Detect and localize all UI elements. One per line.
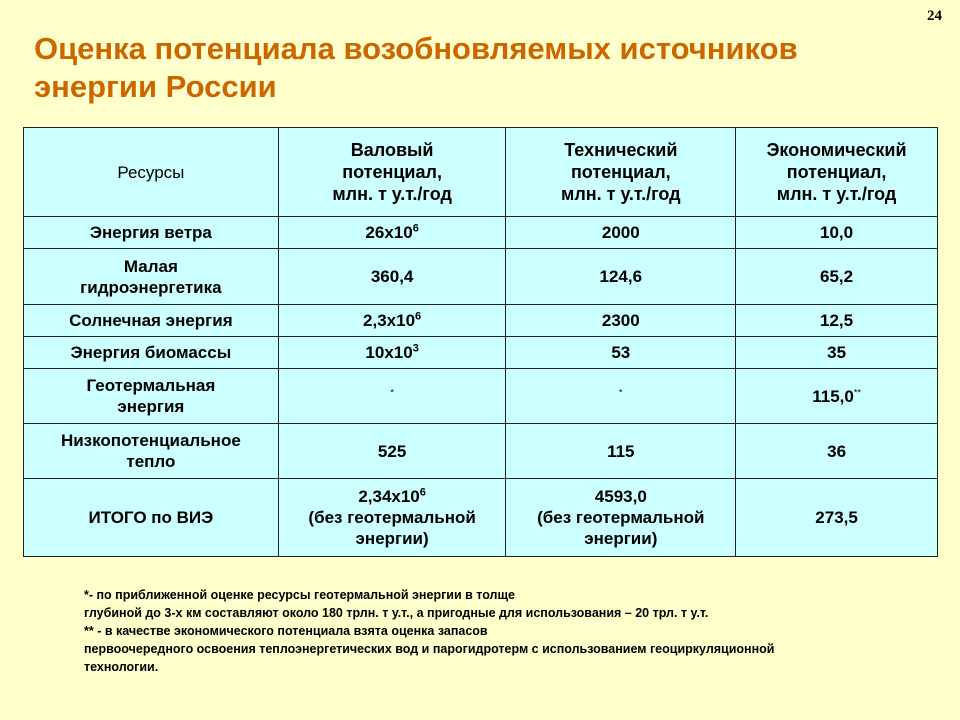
resource-name: [24, 424, 279, 479]
header-economic-line: Экономический: [766, 140, 907, 160]
resource-name-line: Малая: [123, 256, 178, 276]
resource-name: Энергия ветра: [24, 217, 279, 249]
header-technical-line: Технический: [564, 140, 678, 160]
table-header-row: [24, 128, 938, 217]
total-technical-note: (без геотермальной: [537, 508, 705, 527]
slide-title: [34, 30, 914, 106]
title-line-1: Оценка потенциала возобновляемых источников: [34, 31, 798, 66]
total-label: ИТОГО по ВИЭ: [24, 479, 279, 557]
gross-value: 360,4: [278, 249, 506, 305]
economic-value: 65,2: [736, 249, 938, 305]
gross-base: 2,3x10: [363, 311, 416, 330]
header-technical-line: млн. т у.т./год: [561, 184, 681, 204]
header-gross-line: млн. т у.т./год: [332, 184, 452, 204]
footnotes: [84, 586, 944, 676]
technical-value: 115: [506, 424, 736, 479]
footnote-line: технологии.: [84, 660, 159, 674]
footnote-marker: *: [619, 386, 623, 397]
header-gross-line: Валовый: [350, 140, 434, 160]
table-row-solar: [24, 305, 938, 337]
technical-value: 2000: [506, 217, 736, 249]
resource-name: [24, 249, 279, 305]
table-row-small-hydro: [24, 249, 938, 305]
table-row-biomass: [24, 337, 938, 369]
total-gross-value: [278, 479, 506, 557]
gross-base: 2,34x10: [358, 487, 420, 506]
gross-base: 26x10: [365, 223, 413, 242]
total-technical-main: 4593,0: [594, 487, 647, 506]
resources-table: [23, 127, 938, 557]
footnote-marker: *: [390, 386, 394, 397]
resource-name-line: Геотермальная: [86, 376, 216, 395]
total-technical-value: [506, 479, 736, 557]
gross-exponent: 6: [415, 310, 422, 323]
header-economic-potential: [736, 128, 938, 217]
resource-name: [24, 369, 279, 424]
technical-value: [506, 369, 736, 424]
economic-value: 35: [736, 337, 938, 369]
footnote-line: первоочередного освоения теплоэнергетических вод и парогидротерм с использованием геоциркуляционной: [84, 642, 775, 656]
economic-value: 12,5: [736, 305, 938, 337]
header-gross-line: потенциал,: [342, 162, 442, 182]
table-row-wind: [24, 217, 938, 249]
header-technical-potential: [506, 128, 736, 217]
header-gross-potential: [278, 128, 506, 217]
header-economic-line: млн. т у.т./год: [776, 184, 897, 204]
title-line-2: энергии России: [34, 69, 277, 104]
economic-value: 10,0: [736, 217, 938, 249]
table-row-geothermal: [24, 369, 938, 424]
total-technical-note: энергии): [584, 529, 658, 548]
technical-value: 53: [506, 337, 736, 369]
resource-name-line: гидроэнергетика: [80, 277, 222, 297]
economic-base: 115,0: [812, 386, 854, 406]
gross-exponent: 6: [419, 486, 426, 499]
footnote-line: глубиной до 3-х км составляют около 180 трлн. т у.т., а пригодные для использования – 20 трл. т у.т.: [84, 606, 709, 620]
gross-exponent: 3: [412, 342, 419, 355]
gross-value: [278, 217, 506, 249]
gross-value: [278, 305, 506, 337]
header-resources: Ресурсы: [24, 128, 279, 217]
total-gross-note: энергии): [355, 529, 429, 548]
resource-name-line: тепло: [126, 452, 176, 471]
gross-exponent: 6: [412, 222, 419, 235]
header-technical-line: потенциал,: [570, 162, 671, 182]
resource-name: Солнечная энергия: [24, 305, 279, 337]
footnote-marker: **: [853, 386, 861, 397]
resource-name-line: энергия: [117, 397, 185, 416]
total-gross-main: [283, 486, 502, 507]
gross-value: [278, 369, 506, 424]
total-gross-note: (без геотермальной: [308, 508, 476, 527]
gross-value: 525: [278, 424, 506, 479]
gross-value: [278, 337, 506, 369]
technical-value: 124,6: [506, 249, 736, 305]
table-row-low-potential-heat: [24, 424, 938, 479]
economic-value: 36: [736, 424, 938, 479]
page-number: 24: [927, 8, 942, 24]
gross-base: 10x10: [365, 343, 413, 362]
table-row-total: [24, 479, 938, 557]
resource-name-line: Низкопотенциальное: [60, 431, 241, 450]
economic-value: [736, 369, 938, 424]
footnote-line: ** - в качестве экономического потенциала взята оценка запасов: [84, 624, 488, 638]
header-economic-line: потенциал,: [786, 162, 887, 182]
resource-name: Энергия биомассы: [24, 337, 279, 369]
footnote-line: *- по приближенной оценке ресурсы геотермальной энергии в толще: [84, 588, 515, 602]
technical-value: 2300: [506, 305, 736, 337]
total-economic-value: 273,5: [736, 479, 938, 557]
